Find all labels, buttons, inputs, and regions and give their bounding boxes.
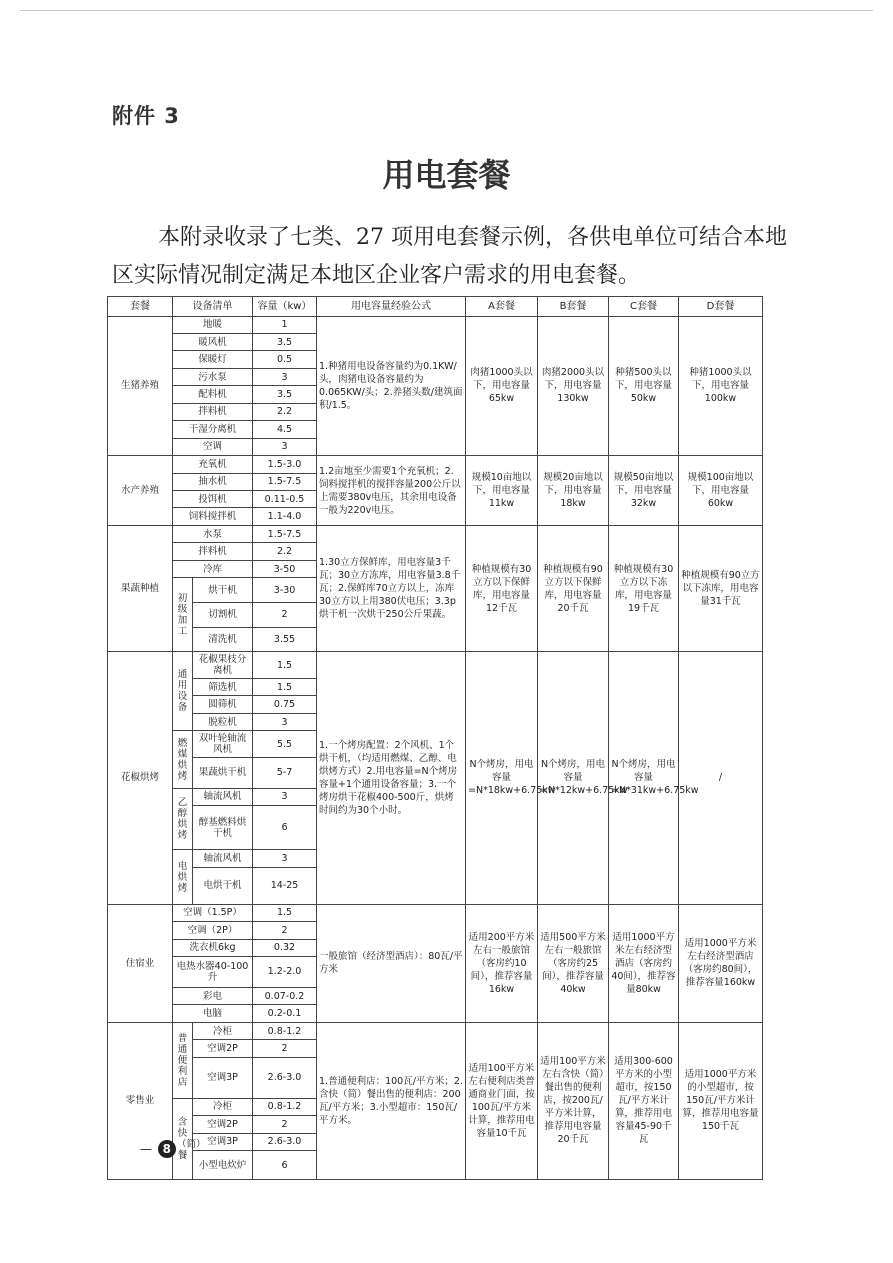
capacity-cell: 2.6-3.0 bbox=[253, 1057, 317, 1098]
table-row bbox=[108, 904, 763, 921]
capacity-cell: 1.5-3.0 bbox=[253, 456, 317, 473]
package-c-cell: 适用1000平方米左右经济型酒店（客房约40间），推荐容量80kw bbox=[609, 904, 679, 1022]
equipment-cell: 地暖 bbox=[173, 316, 253, 333]
package-table bbox=[107, 296, 763, 1180]
capacity-cell: 1.5 bbox=[253, 678, 317, 695]
capacity-cell: 1.5-7.5 bbox=[253, 525, 317, 542]
package-c-cell: 种猪500头以下，用电容量50kw bbox=[609, 316, 679, 456]
capacity-cell: 1.1-4.0 bbox=[253, 508, 317, 525]
table-row bbox=[108, 652, 763, 679]
formula-cell: 1.一个烤房配置：2个风机、1个烘干机，（均适用燃煤、乙醇、电烘烤方式）2.用电容量=N个烤房容量+1个通用设备容量；3.一个烤房烘干花椒400-500斤，烘烤时间约为30个小时。 bbox=[317, 652, 466, 905]
capacity-cell: 3 bbox=[253, 368, 317, 385]
package-a-cell: 适用100平方米左右便利店类普通商业门面，按100瓦/平方米计算，推荐用电容量10千瓦 bbox=[466, 1022, 538, 1179]
category-cell: 水产养殖 bbox=[108, 456, 173, 526]
package-d-cell: 适用1000平方米左右经济型酒店（客房约80间），推荐容量160kw bbox=[679, 904, 763, 1022]
subgroup-label bbox=[173, 652, 193, 731]
header-package-a: A套餐 bbox=[466, 297, 538, 317]
package-b-cell: N个烤房，用电容量=N*12kw+6.75kw bbox=[538, 652, 609, 905]
equipment-cell: 空调2P bbox=[193, 1116, 253, 1133]
equipment-cell: 脱粒机 bbox=[193, 713, 253, 730]
package-d-cell: 规模100亩地以下，用电容量60kw bbox=[679, 456, 763, 526]
equipment-cell: 空调3P bbox=[193, 1057, 253, 1098]
capacity-cell: 3 bbox=[253, 713, 317, 730]
subgroup-label-text: 普通便利店 bbox=[177, 1032, 188, 1088]
package-c-cell: N个烤房，用电容量=N*31kw+6.75kw bbox=[609, 652, 679, 905]
subgroup-label bbox=[173, 578, 193, 652]
formula-cell: 1.2亩地至少需要1个充氧机；2.饲料搅拌机的搅拌容量200公斤以上需要380v电压，其余用电设备一般为220v电压。 bbox=[317, 456, 466, 526]
equipment-cell: 果蔬烘干机 bbox=[193, 757, 253, 788]
header-equipment: 设备清单 bbox=[173, 297, 253, 317]
subgroup-label-text: 电烘烤 bbox=[177, 860, 188, 894]
capacity-cell: 1 bbox=[253, 316, 317, 333]
subgroup-label-text: 燃煤烘烤 bbox=[177, 737, 188, 782]
equipment-cell: 冷柜 bbox=[193, 1098, 253, 1115]
capacity-cell: 5-7 bbox=[253, 757, 317, 788]
capacity-cell: 2.2 bbox=[253, 543, 317, 560]
equipment-cell: 空调（2P） bbox=[173, 922, 253, 939]
capacity-cell: 1.5-7.5 bbox=[253, 473, 317, 490]
header-package-c: C套餐 bbox=[609, 297, 679, 317]
equipment-cell: 充氧机 bbox=[173, 456, 253, 473]
capacity-cell: 1.2-2.0 bbox=[253, 957, 317, 988]
subgroup-label-text: 通用设备 bbox=[177, 669, 188, 714]
category-cell: 生猪养殖 bbox=[108, 316, 173, 456]
package-b-cell: 适用100平方米左右含快（简）餐出售的便利店，按200瓦/平方米计算，推荐用电容量20千瓦 bbox=[538, 1022, 609, 1179]
capacity-cell: 4.5 bbox=[253, 421, 317, 438]
equipment-cell: 保暖灯 bbox=[173, 351, 253, 368]
table-row bbox=[108, 1022, 763, 1039]
formula-cell: 1.30立方保鲜库，用电容量3千瓦；30立方冻库，用电容量3.8千瓦；2.保鲜库70立方以上，冻库30立方以上用380伏电压；3.3p烘干机一次烘干250公斤果蔬。 bbox=[317, 525, 466, 651]
equipment-cell: 冷库 bbox=[173, 560, 253, 577]
equipment-cell: 污水泵 bbox=[173, 368, 253, 385]
formula-cell: 1.普通便利店：100瓦/平方米；2.含快（简）餐出售的便利店：200瓦/平方米；3.小型超市：150瓦/平方米。 bbox=[317, 1022, 466, 1179]
equipment-cell: 双叶轮轴流风机 bbox=[193, 731, 253, 758]
page-title: 用电套餐 bbox=[382, 156, 511, 194]
package-a-cell: 种植规模有30立方以下保鲜库，用电容量12千瓦 bbox=[466, 525, 538, 651]
table-header-row bbox=[108, 297, 763, 317]
capacity-cell: 3 bbox=[253, 788, 317, 805]
formula-cell: 1.种猪用电设备容量约为0.1KW/头，肉猪电设备容量约为0.065KW/头；2.养猪头数/建筑面积/1.5。 bbox=[317, 316, 466, 456]
package-d-cell: / bbox=[679, 652, 763, 905]
equipment-cell: 空调（1.5P） bbox=[173, 904, 253, 921]
equipment-cell: 配料机 bbox=[173, 386, 253, 403]
capacity-cell: 2.6-3.0 bbox=[253, 1133, 317, 1150]
equipment-cell: 空调 bbox=[173, 438, 253, 455]
package-d-cell: 种猪1000头以下，用电容量100kw bbox=[679, 316, 763, 456]
package-c-cell: 适用300-600平方米的小型超市，按150瓦/平方米计算，推荐用电容量45-90千瓦 bbox=[609, 1022, 679, 1179]
capacity-cell: 3 bbox=[253, 438, 317, 455]
package-a-cell: N个烤房，用电容量=N*18kw+6.75kw bbox=[466, 652, 538, 905]
equipment-cell: 空调3P bbox=[193, 1133, 253, 1150]
equipment-cell: 电热水器40-100升 bbox=[173, 957, 253, 988]
capacity-cell: 3.5 bbox=[253, 386, 317, 403]
equipment-cell: 冷柜 bbox=[193, 1022, 253, 1039]
capacity-cell: 0.8-1.2 bbox=[253, 1098, 317, 1115]
equipment-cell: 抽水机 bbox=[173, 473, 253, 490]
equipment-cell: 空调2P bbox=[193, 1040, 253, 1057]
equipment-cell: 洗衣机6kg bbox=[173, 939, 253, 956]
capacity-cell: 3-50 bbox=[253, 560, 317, 577]
capacity-cell: 1.5 bbox=[253, 652, 317, 679]
capacity-cell: 2 bbox=[253, 922, 317, 939]
capacity-cell: 3.55 bbox=[253, 627, 317, 652]
capacity-cell: 6 bbox=[253, 806, 317, 850]
capacity-cell: 0.2-0.1 bbox=[253, 1005, 317, 1022]
package-a-cell: 规模10亩地以下，用电容量11kw bbox=[466, 456, 538, 526]
intro-text: 本附录收录了七类、27 项用电套餐示例，各供电单位可结合本地区实际情况制定满足本地区企业客户需求的用电套餐。 bbox=[112, 225, 787, 288]
equipment-cell: 小型电炊炉 bbox=[193, 1151, 253, 1180]
category-cell: 花椒烘烤 bbox=[108, 652, 173, 905]
equipment-cell: 电烘干机 bbox=[193, 867, 253, 904]
formula-cell: 一般旅馆（经济型酒店）：80瓦/平方米 bbox=[317, 904, 466, 1022]
header-category: 套餐 bbox=[108, 297, 173, 317]
capacity-cell: 14-25 bbox=[253, 867, 317, 904]
equipment-cell: 彩电 bbox=[173, 987, 253, 1004]
subgroup-label-text: 乙醇烘烤 bbox=[177, 797, 188, 842]
capacity-cell: 5.5 bbox=[253, 731, 317, 758]
category-cell: 果蔬种植 bbox=[108, 525, 173, 651]
capacity-cell: 0.8-1.2 bbox=[253, 1022, 317, 1039]
equipment-cell: 醇基燃料烘干机 bbox=[193, 806, 253, 850]
page-number: — 8 bbox=[140, 1140, 176, 1158]
capacity-cell: 2.2 bbox=[253, 403, 317, 420]
subgroup-label bbox=[173, 1098, 206, 1179]
package-a-cell: 适用200平方米左右一般旅馆（客房约10间），推荐容量16kw bbox=[466, 904, 538, 1022]
capacity-cell: 2 bbox=[253, 602, 317, 627]
package-b-cell: 肉猪2000头以下，用电容量130kw bbox=[538, 316, 609, 456]
package-c-cell: 种植规模有30立方以下冻库，用电容量19千瓦 bbox=[609, 525, 679, 651]
equipment-cell: 干湿分离机 bbox=[173, 421, 253, 438]
capacity-cell: 0.11-0.5 bbox=[253, 491, 317, 508]
equipment-cell: 花椒果枝分离机 bbox=[193, 652, 253, 679]
capacity-cell: 2 bbox=[253, 1116, 317, 1133]
intro-paragraph bbox=[112, 219, 787, 295]
subgroup-label bbox=[173, 788, 193, 850]
page-top-rule bbox=[20, 10, 873, 11]
equipment-cell: 拌料机 bbox=[173, 543, 253, 560]
capacity-cell: 0.5 bbox=[253, 351, 317, 368]
subgroup-label-text: 初级加工 bbox=[177, 592, 188, 637]
package-b-cell: 种植规模有90立方以下保鲜库，用电容量20千瓦 bbox=[538, 525, 609, 651]
equipment-cell: 烘干机 bbox=[193, 578, 253, 603]
header-package-b: B套餐 bbox=[538, 297, 609, 317]
capacity-cell: 3-30 bbox=[253, 578, 317, 603]
attachment-label: 附件 3 bbox=[112, 104, 180, 128]
equipment-cell: 电脑 bbox=[173, 1005, 253, 1022]
subgroup-label bbox=[173, 731, 193, 788]
equipment-cell: 切割机 bbox=[193, 602, 253, 627]
capacity-cell: 3 bbox=[253, 850, 317, 867]
equipment-cell: 饲料搅拌机 bbox=[173, 508, 253, 525]
subgroup-label-text: 含快（简）餐 bbox=[177, 1116, 206, 1161]
equipment-cell: 清洗机 bbox=[193, 627, 253, 652]
capacity-cell: 0.07-0.2 bbox=[253, 987, 317, 1004]
equipment-cell: 轴流风机 bbox=[193, 850, 253, 867]
package-a-cell: 肉猪1000头以下，用电容量65kw bbox=[466, 316, 538, 456]
capacity-cell: 0.75 bbox=[253, 696, 317, 713]
subgroup-label bbox=[173, 1022, 193, 1098]
page-number-badge: 8 bbox=[158, 1140, 176, 1158]
package-d-cell: 种植规模有90立方以下冻库，用电容量31千瓦 bbox=[679, 525, 763, 651]
table-row bbox=[108, 456, 763, 473]
header-package-d: D套餐 bbox=[679, 297, 763, 317]
table-row bbox=[108, 316, 763, 333]
equipment-cell: 轴流风机 bbox=[193, 788, 253, 805]
equipment-cell: 圆筛机 bbox=[193, 696, 253, 713]
equipment-cell: 水泵 bbox=[173, 525, 253, 542]
package-d-cell: 适用1000平方米的小型超市，按150瓦/平方米计算，推荐用电容量150千瓦 bbox=[679, 1022, 763, 1179]
capacity-cell: 6 bbox=[253, 1151, 317, 1180]
equipment-cell: 投饵机 bbox=[173, 491, 253, 508]
equipment-cell: 拌料机 bbox=[173, 403, 253, 420]
header-formula: 用电容量经验公式 bbox=[317, 297, 466, 317]
package-b-cell: 适用500平方米左右一般旅馆（客房约25间），推荐容量40kw bbox=[538, 904, 609, 1022]
category-cell: 住宿业 bbox=[108, 904, 173, 1022]
subgroup-label bbox=[173, 850, 193, 904]
capacity-cell: 1.5 bbox=[253, 904, 317, 921]
equipment-cell: 筛选机 bbox=[193, 678, 253, 695]
header-capacity: 容量（kw） bbox=[253, 297, 317, 317]
package-c-cell: 规模50亩地以下，用电容量32kw bbox=[609, 456, 679, 526]
table-row bbox=[108, 525, 763, 542]
category-cell: 零售业 bbox=[108, 1022, 173, 1179]
package-b-cell: 规模20亩地以下，用电容量18kw bbox=[538, 456, 609, 526]
capacity-cell: 0.32 bbox=[253, 939, 317, 956]
capacity-cell: 3.5 bbox=[253, 333, 317, 350]
capacity-cell: 2 bbox=[253, 1040, 317, 1057]
equipment-cell: 暖风机 bbox=[173, 333, 253, 350]
